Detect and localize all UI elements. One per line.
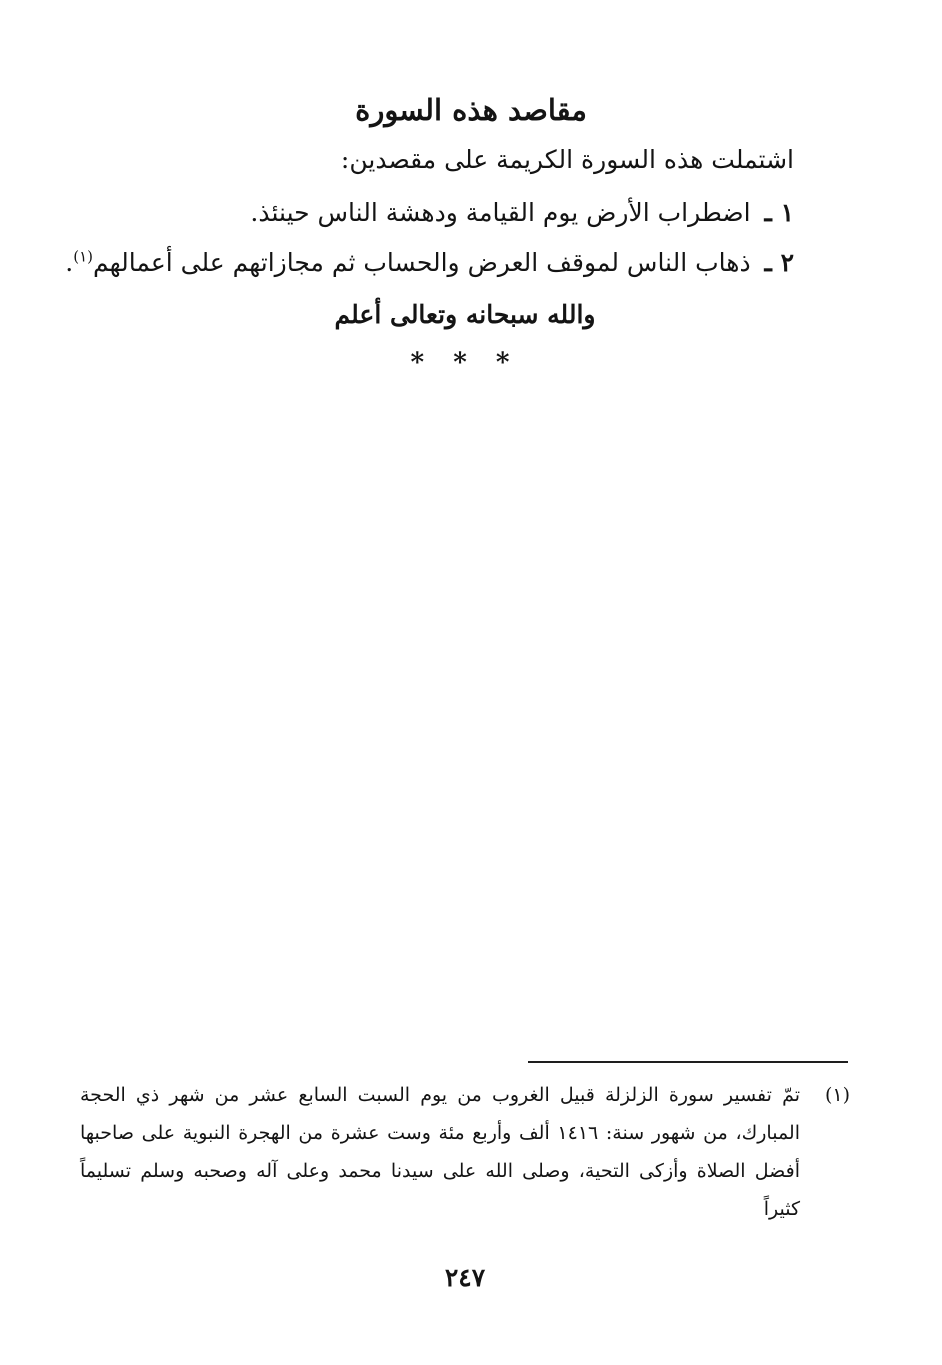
objective-item-1 xyxy=(94,193,794,233)
intro-paragraph: اشتملت هذه السورة الكريمة على مقصدين: xyxy=(340,145,794,174)
footnote-text: تمّ تفسير سورة الزلزلة قبيل الغروب من يوم السبت السابع عشر من شهر ذي الحجة المبارك، من شهور سنة: ١٤١٦ ألف وأربع مئة وست عشرة من الهجرة النبوية على صاحبها أفضل الصلاة وأزكى التحية، وصلى الله على سيدنا محمد وعلى آله وصحبه وسلم تسليماً كثيراً xyxy=(80,1084,800,1220)
section-heading: مقاصد هذه السورة xyxy=(355,93,587,127)
closing-phrase: والله سبحانه وتعالى أعلم xyxy=(334,300,596,329)
page-number: ٢٤٧ xyxy=(444,1263,486,1292)
objective-number: ١ ـ xyxy=(764,198,794,227)
section-separator-stars: * * * xyxy=(410,348,520,378)
footnote-marker: (١) xyxy=(824,1084,850,1106)
footnote-divider xyxy=(528,1061,848,1063)
objective-end-mark: . xyxy=(65,248,74,277)
objective-text: ذهاب الناس لموقف العرض والحساب ثم مجازاتهم على أعمالهم xyxy=(92,248,751,277)
objective-item-2 xyxy=(65,243,794,283)
objective-number: ٢ ـ xyxy=(764,248,794,277)
objective-text: اضطراب الأرض يوم القيامة ودهشة الناس حينئذ. xyxy=(250,198,751,227)
footnote-reference[interactable]: (١) xyxy=(73,247,93,266)
